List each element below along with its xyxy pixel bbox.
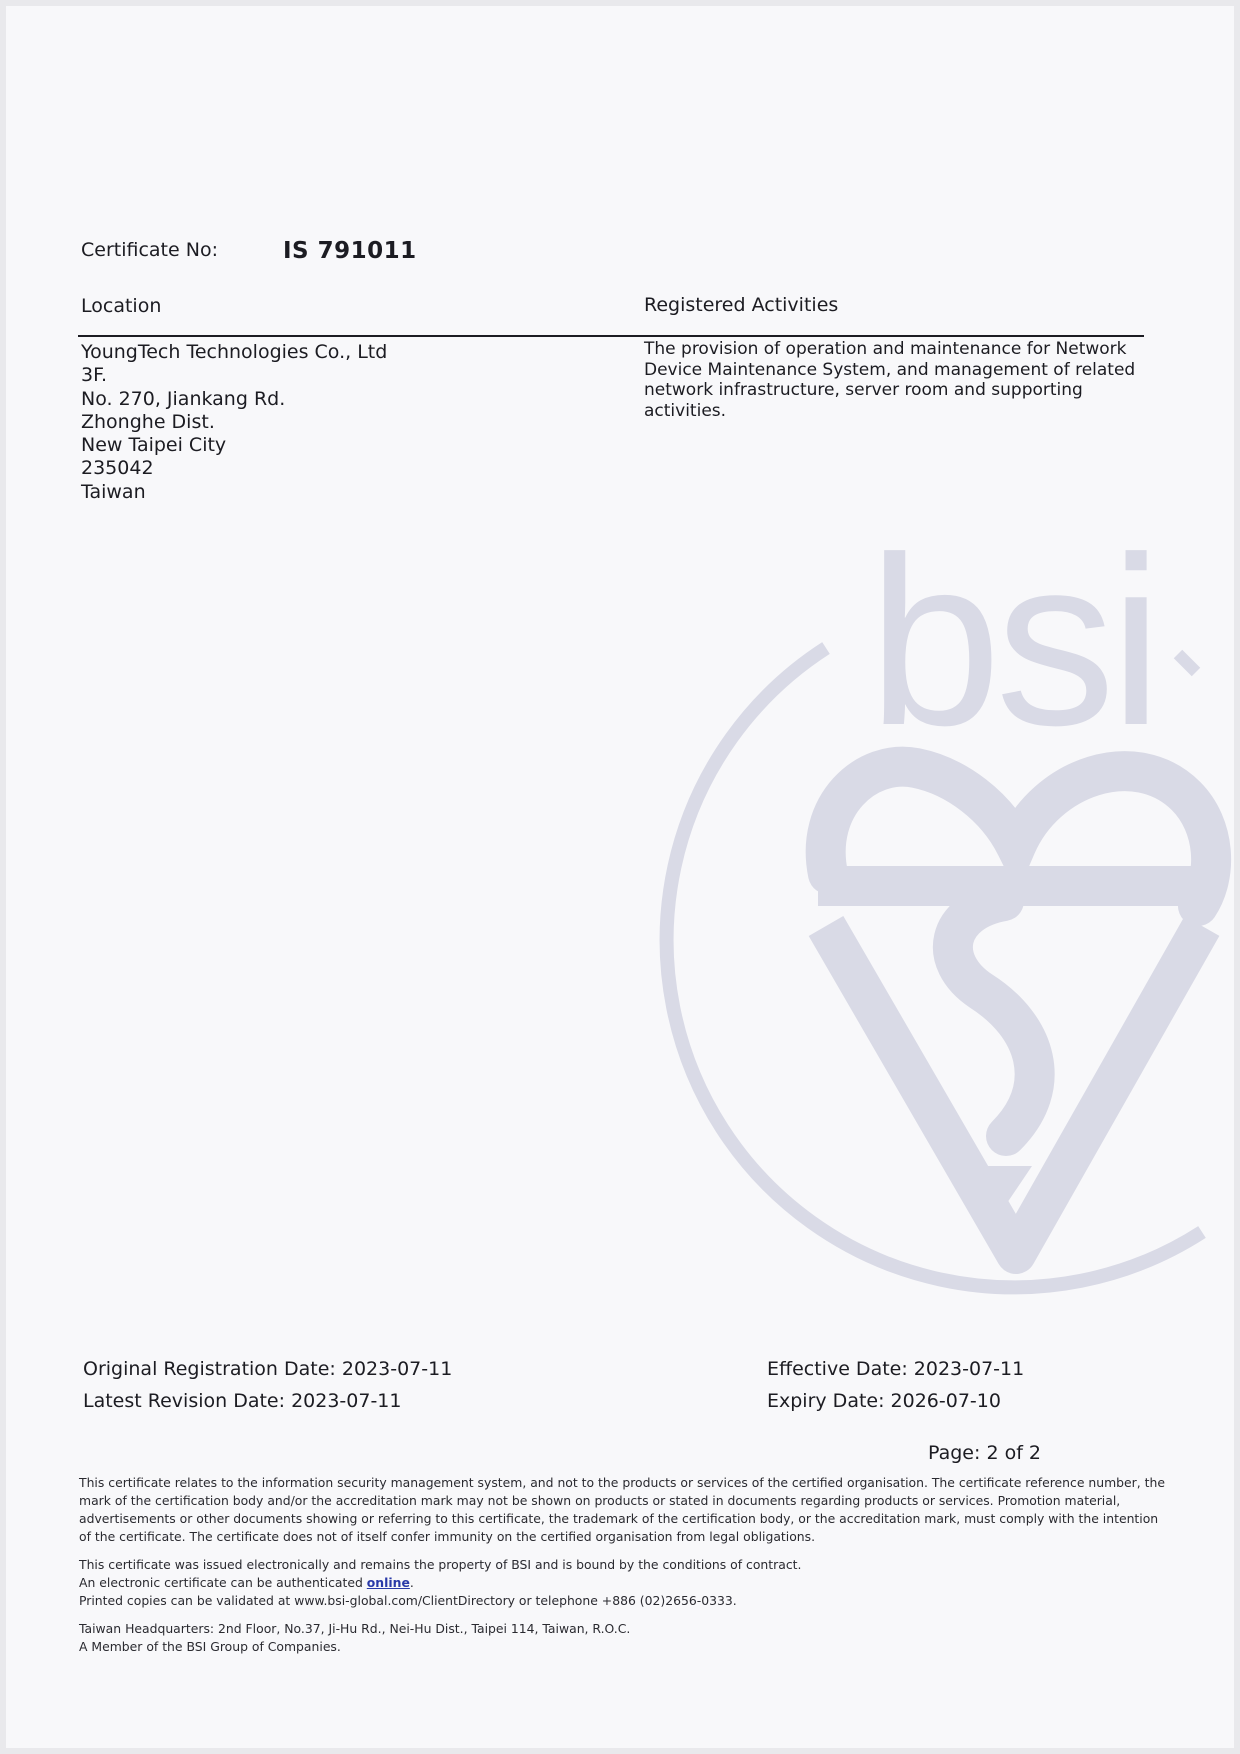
registered-activities-heading: Registered Activities [644, 294, 839, 316]
address-line-city: New Taipei City [81, 434, 227, 457]
location-address [81, 341, 387, 504]
expiry-date-value: 2026-07-10 [890, 1390, 1001, 1412]
online-authentication-link[interactable]: online [366, 1575, 410, 1590]
certificate-disclaimer: This certificate relates to the information security management system, and not to the products or services of the certified organisation. The certificate reference number, the mark of the certification body and/or the accreditation mark may not be shown on products or stated in documents regarding products or services. Promotion material, advertisements or other documents showing or referring to this certificate, the trademark of the certification body, or the accreditation mark, must comply with the intention of the certificate. The certificate does not of itself confer immunity on the certified organisation from legal obligations. [79, 1475, 1165, 1544]
certificate-number: IS 791011 [283, 238, 417, 264]
location-heading: Location [81, 295, 162, 317]
page-number-value: 2 of 2 [986, 1442, 1042, 1464]
effective-date-label: Effective Date: [767, 1358, 908, 1380]
authentication-line [79, 1574, 1169, 1592]
address-line-postcode: 235042 [81, 457, 154, 480]
page-number-label: Page: [928, 1442, 981, 1464]
registered-activities-text: The provision of operation and maintenance for Network Device Maintenance System, and management of related network infrastructure, server room and supporting activities. [644, 339, 1136, 421]
address-line-street: No. 270, Jiankang Rd. [81, 387, 286, 410]
address-line-company: YoungTech Technologies Co., Ltd [81, 341, 388, 363]
original-registration-value: 2023-07-11 [341, 1358, 453, 1380]
latest-revision-label: Latest Revision Date: [83, 1390, 286, 1412]
latest-revision-value: 2023-07-11 [291, 1390, 402, 1412]
printed-copies-line: Printed copies can be validated at www.bsi-global.com/ClientDirectory or telephone +886 (02)2656-0333. [79, 1593, 737, 1608]
address-line-district: Zhonghe Dist. [81, 410, 215, 433]
issued-electronically-line: This certificate was issued electronically and remains the property of BSI and is bound by the conditions of contract. [79, 1557, 802, 1572]
expiry-date-label: Expiry Date: [767, 1390, 885, 1412]
certificate-number-label: Certificate No: [81, 239, 218, 261]
header-divider [78, 335, 1144, 337]
group-membership: A Member of the BSI Group of Companies. [79, 1639, 341, 1654]
authentication-prefix: An electronic certificate can be authenticated [79, 1575, 367, 1590]
bsi-logo-letters: bsi [868, 507, 1157, 775]
authentication-suffix: . [409, 1575, 414, 1590]
expiry-date [767, 1390, 1001, 1412]
certificate-page [6, 6, 1234, 1748]
issuance-notes [79, 1556, 1169, 1610]
page-number [928, 1442, 1041, 1464]
headquarters-info [79, 1620, 1169, 1656]
address-line-floor: 3F. [81, 364, 108, 387]
headquarters-address: Taiwan Headquarters: 2nd Floor, No.37, Ji-Hu Rd., Nei-Hu Dist., Taipei 114, Taiwan, R.O.C. [79, 1621, 631, 1636]
original-registration-date [83, 1358, 452, 1380]
address-line-country: Taiwan [81, 480, 146, 503]
original-registration-label: Original Registration Date: [83, 1358, 336, 1380]
effective-date-value: 2023-07-11 [913, 1358, 1025, 1380]
effective-date [767, 1358, 1024, 1380]
latest-revision-date [83, 1390, 401, 1412]
